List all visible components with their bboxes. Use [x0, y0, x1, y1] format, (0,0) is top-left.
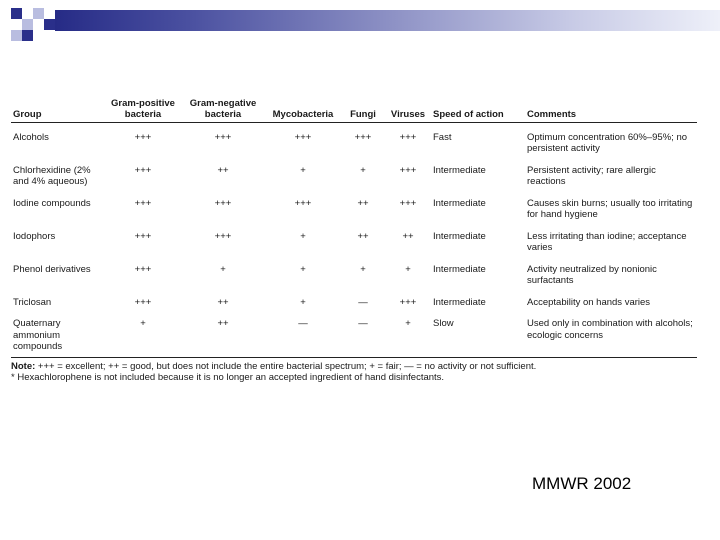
group-cell: Quaternary ammonium compounds [11, 309, 105, 357]
table-row [11, 255, 697, 288]
antiseptic-table-container [11, 95, 697, 384]
group-cell: Triclosan [13, 296, 52, 308]
comment-cell: Acceptability on hands varies [527, 296, 651, 308]
activity-cell: +++ [134, 131, 152, 143]
table-row [11, 288, 697, 310]
comment-cell: Used only in combination with alcohols; ecologic concerns [525, 309, 697, 357]
column-header: Comments [525, 95, 697, 122]
header-gradient-bar [55, 10, 720, 31]
comment-cell: Persistent activity; rare allergic reactions [527, 164, 656, 187]
activity-cell: ++ [357, 197, 369, 209]
header-square [22, 19, 33, 30]
activity-cell: + [360, 164, 366, 176]
group-cell: Iodine compounds [13, 197, 91, 209]
activity-cell: +++ [134, 197, 152, 209]
column-header: Fungi [341, 95, 385, 122]
speed-cell: Fast [433, 131, 452, 143]
comment-cell: Causes skin burns; usually too irritating for hand hygiene [527, 197, 693, 220]
table-body [11, 122, 697, 357]
note-line [11, 361, 697, 373]
activity-cell: ++ [181, 309, 265, 357]
activity-cell: + [385, 309, 431, 357]
speed-cell: Intermediate [433, 263, 486, 275]
activity-cell: — [265, 309, 341, 357]
column-header: Viruses [385, 95, 431, 122]
activity-cell: +++ [134, 230, 152, 242]
source-citation: MMWR 2002 [532, 474, 632, 493]
activity-cell: + [220, 263, 226, 275]
group-cell: Iodophors [13, 230, 56, 242]
comment-cell: Less irritating than iodine; acceptance varies [527, 230, 687, 253]
table-row [11, 189, 697, 222]
activity-cell: +++ [294, 197, 312, 209]
column-header: Gram-positive bacteria [105, 95, 181, 122]
table-row [11, 156, 697, 189]
group-cell: Alcohols [13, 131, 49, 143]
activity-cell: +++ [134, 164, 152, 176]
antiseptic-activity-table [11, 95, 697, 358]
activity-cell: + [405, 263, 411, 275]
activity-cell: ++ [402, 230, 414, 242]
table-notes [11, 361, 697, 384]
note-label: Note: [11, 360, 36, 372]
table-header-row [11, 95, 697, 122]
header-square [33, 8, 44, 19]
activity-cell: ++ [357, 230, 369, 242]
footnote: * Hexachlorophene is not included because it is no longer an accepted ingredient of hand disinfectants. [11, 372, 445, 383]
column-header: Mycobacteria [265, 95, 341, 122]
activity-cell: +++ [354, 131, 372, 143]
speed-cell: Intermediate [433, 296, 486, 308]
activity-cell: + [300, 230, 306, 242]
activity-cell: ++ [217, 296, 229, 308]
comment-cell: Optimum concentration 60%–95%; no persistent activity [527, 131, 688, 154]
speed-cell: Intermediate [433, 197, 486, 209]
column-header: Gram-negative bacteria [181, 95, 265, 122]
activity-cell: + [300, 263, 306, 275]
activity-cell: +++ [294, 131, 312, 143]
table-row [11, 309, 697, 357]
header-square [44, 19, 55, 30]
speed-cell: Intermediate [433, 230, 486, 242]
column-header: Group [11, 95, 105, 122]
table-row [11, 222, 697, 255]
group-cell: Phenol derivatives [13, 263, 91, 275]
table-row [11, 122, 697, 156]
header-square [11, 8, 22, 19]
activity-cell: +++ [214, 197, 232, 209]
activity-cell: + [300, 164, 306, 176]
activity-cell: +++ [134, 296, 152, 308]
activity-cell: ++ [217, 164, 229, 176]
header-square [22, 30, 33, 41]
activity-cell: +++ [134, 263, 152, 275]
activity-cell: + [105, 309, 181, 357]
activity-cell: + [300, 296, 306, 308]
header-square [11, 30, 22, 41]
activity-cell: — [341, 309, 385, 357]
activity-cell: — [358, 296, 368, 308]
group-cell: Chlorhexidine (2% and 4% aqueous) [13, 164, 91, 187]
column-header: Speed of action [431, 95, 525, 122]
speed-cell: Slow [431, 309, 525, 357]
activity-cell: +++ [214, 131, 232, 143]
activity-cell: +++ [399, 197, 417, 209]
activity-cell: +++ [399, 131, 417, 143]
speed-cell: Intermediate [433, 164, 486, 176]
comment-cell: Activity neutralized by nonionic surfactants [527, 263, 657, 286]
activity-cell: + [360, 263, 366, 275]
activity-cell: +++ [399, 296, 417, 308]
note-text: +++ = excellent; ++ = good, but does not include the entire bacterial spectrum; + = fair; — = no activity or not sufficient. [35, 360, 537, 372]
activity-cell: +++ [214, 230, 232, 242]
activity-cell: +++ [399, 164, 417, 176]
